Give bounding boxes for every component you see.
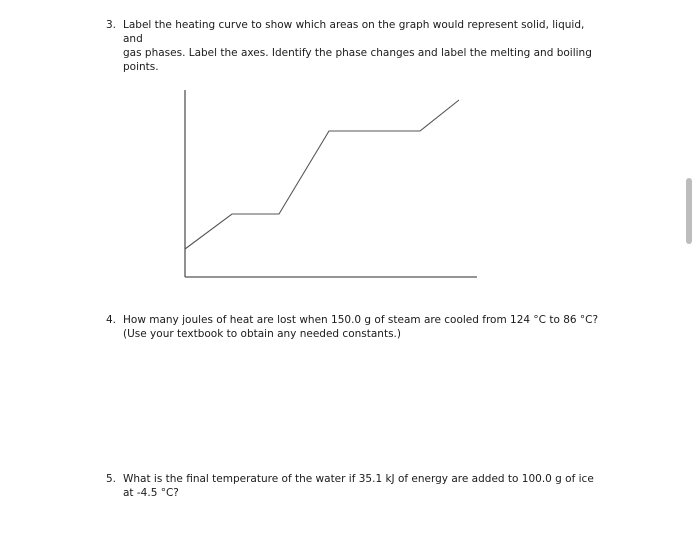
question-3-number: 3. xyxy=(106,19,117,31)
question-4-text: How many joules of heat are lost when 150.0 g of steam are cooled from 124 °C to 86 °C? (Use your textbook to obtain any needed constants.) xyxy=(123,314,599,340)
heating-curve-graph xyxy=(175,90,485,285)
question-4-number: 4. xyxy=(106,314,117,326)
heating-curve-svg xyxy=(175,90,485,285)
question-3-text: Label the heating curve to show which areas on the graph would represent solid, liquid, and gas phases. Label the axes. Identify the phase changes and label the melting and boiling points. xyxy=(123,19,592,73)
question-5 xyxy=(106,472,606,502)
question-5-text: What is the final temperature of the water if 35.1 kJ of energy are added to 100.0 g of ice at -4.5 °C? xyxy=(123,473,594,499)
question-3 xyxy=(106,18,606,73)
heating-curve-line xyxy=(185,100,459,249)
question-4 xyxy=(106,313,606,343)
vertical-scrollbar[interactable] xyxy=(686,178,692,244)
question-5-number: 5. xyxy=(106,473,117,485)
